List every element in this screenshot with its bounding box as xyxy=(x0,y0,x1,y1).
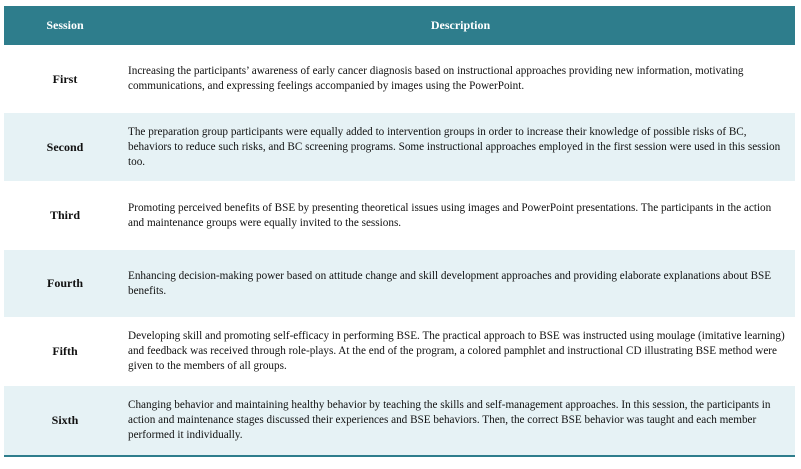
header-description: Description xyxy=(126,6,795,45)
session-description: Developing skill and promoting self-efficacy in performing BSE. The practical approach to BSE was instructed using moulage (imitative learning) and feedback was received through role-plays. At the end of the program, a colored pamphlet and instructional CD illustrating BSE method were given to the members of all groups. xyxy=(126,317,795,386)
sessions-table xyxy=(4,6,795,455)
table-row xyxy=(4,386,795,455)
table-bottom-rule xyxy=(4,455,795,457)
table-row xyxy=(4,317,795,386)
table-body xyxy=(4,45,795,455)
header-session: Session xyxy=(4,6,126,45)
table-row xyxy=(4,250,795,317)
table-row xyxy=(4,113,795,181)
session-name: First xyxy=(4,45,126,113)
session-name: Sixth xyxy=(4,386,126,455)
session-name: Second xyxy=(4,113,126,181)
header-row xyxy=(4,6,795,45)
session-description: Increasing the participants’ awareness of early cancer diagnosis based on instructional approaches providing new information, motivating communications, and expressing feelings accompanied by images using the PowerPoint. xyxy=(126,45,795,113)
session-description: Enhancing decision-making power based on attitude change and skill development approaches and providing elaborate explanations about BSE benefits. xyxy=(126,250,795,317)
table-header xyxy=(4,6,795,45)
session-description: Promoting perceived benefits of BSE by presenting theoretical issues using images and PowerPoint presentations. The participants in the action and maintenance groups were equally invited to the sessions. xyxy=(126,181,795,250)
session-name: Fourth xyxy=(4,250,126,317)
sessions-table-container xyxy=(4,6,795,457)
session-description: Changing behavior and maintaining healthy behavior by teaching the skills and self-management approaches. In this session, the participants in action and maintenance stages discussed their experiences and BSE behaviors. Then, the correct BSE behavior was taught and each member performed it individually. xyxy=(126,386,795,455)
session-description: The preparation group participants were equally added to intervention groups in order to increase their knowledge of possible risks of BC, behaviors to reduce such risks, and BC screening programs. Some instructional approaches employed in the first session were used in this session too. xyxy=(126,113,795,181)
session-name: Fifth xyxy=(4,317,126,386)
table-row xyxy=(4,45,795,113)
table-row xyxy=(4,181,795,250)
session-name: Third xyxy=(4,181,126,250)
